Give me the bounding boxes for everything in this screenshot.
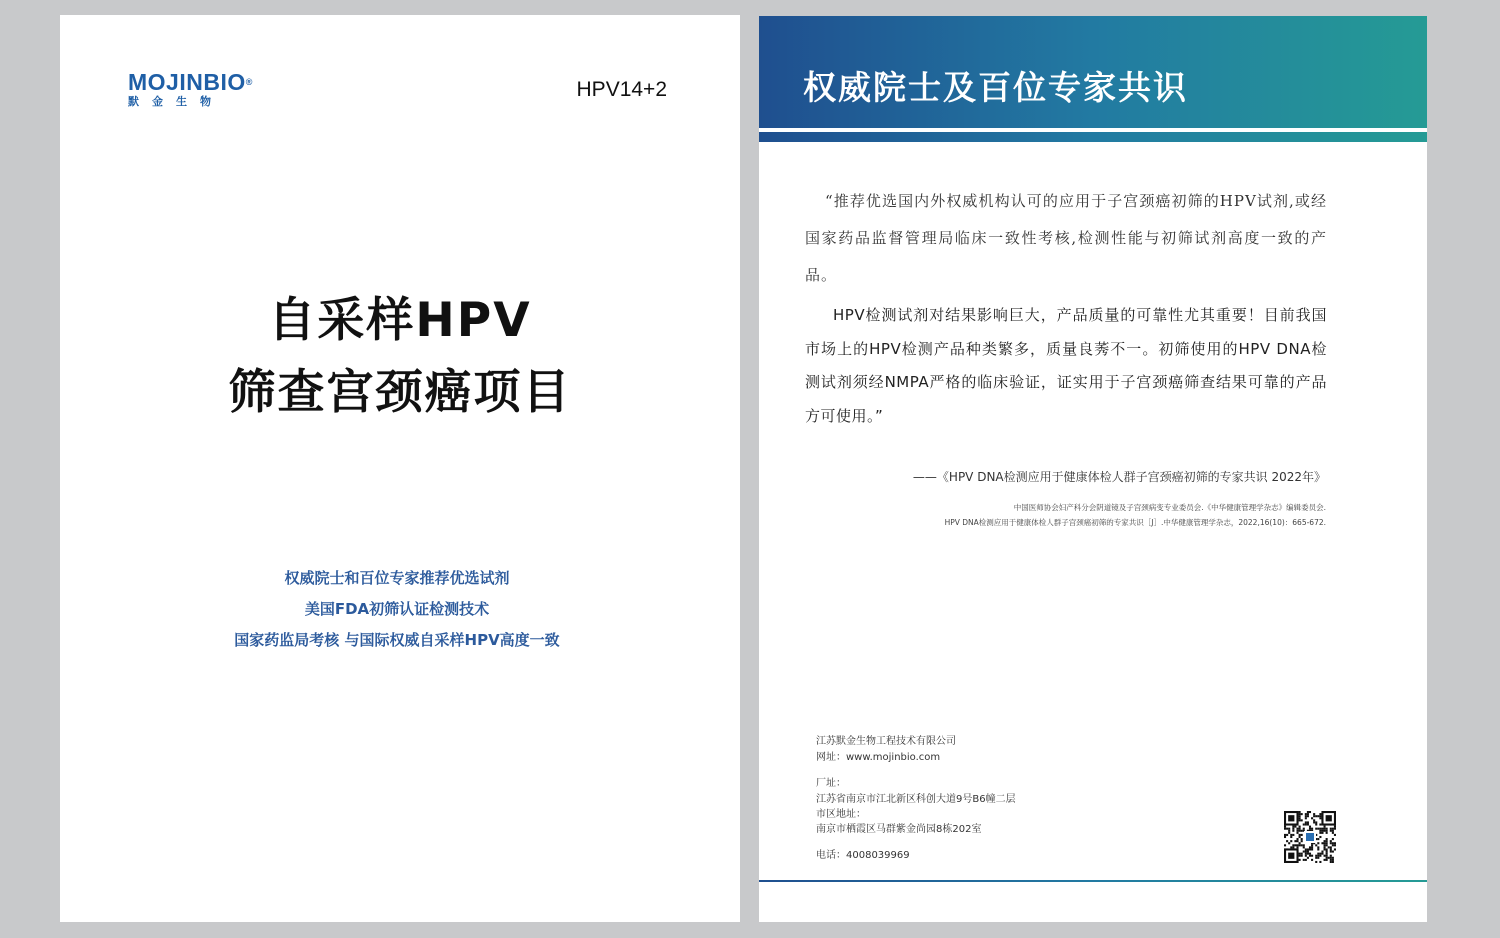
city-address-label: 市区地址： — [816, 809, 866, 820]
quote-paragraph-2: HPV检测试剂对结果影响巨大，产品质量的可靠性尤其重要！目前我国市场上的HPV检测产品种类繁多，质量良莠不一。初筛使用的HPV DNA检测试剂须经NMPA严格的临床验证，证实用于子宫颈癌筛查结果可靠的产品方可使用。” — [805, 306, 1327, 425]
feature-line-3: 国家药监局考核 与国际权威自采样HPV高度一致 — [234, 631, 560, 649]
website: 网址：www.mojinbio.com — [816, 752, 941, 763]
city-address: 南京市栖霞区马群紫金尚园8栋202室 — [816, 824, 982, 835]
brochure-cover-page — [60, 15, 740, 922]
feature-line-1: 权威院士和百位专家推荐优选试剂 — [284, 569, 510, 587]
feature-line-2: 美国FDA初筛认证检测技术 — [304, 600, 490, 618]
header-title: 权威院士及百位专家共识 — [803, 68, 1188, 107]
header-stripe — [759, 132, 1427, 142]
phone-number: 电话：4008039969 — [816, 850, 910, 861]
cover-title-line-1: 自采样HPV — [268, 293, 532, 348]
factory-address: 江苏省南京市江北新区科创大道9号B6幢二层 — [816, 794, 1016, 805]
registered-mark: ® — [245, 77, 253, 87]
qr-code-icon — [1284, 811, 1336, 863]
expert-consensus-page — [759, 16, 1427, 922]
header-banner — [759, 16, 1427, 128]
factory-address-label: 厂址： — [816, 778, 846, 789]
quote-paragraph-1: “推荐优选国内外权威机构认可的应用于子宫颈癌初筛的HPV试剂,或经国家药品监督管理局临床一致性考核,检测性能与初筛试剂高度一致的产品。 — [805, 192, 1327, 284]
cover-title-line-2: 筛查宫颈癌项目 — [228, 365, 572, 420]
reference-line-2: HPV DNA检测应用于健康体检人群子宫颈癌初筛的专家共识［J］.中华健康管理学杂志，2022,16(10)：665-672. — [944, 518, 1326, 527]
quote-source: ——《HPV DNA检测应用于健康体检人群子宫颈癌初筛的专家共识 2022年》 — [912, 470, 1326, 484]
company-name: 江苏默金生物工程技术有限公司 — [816, 736, 956, 747]
footer-line — [759, 880, 1427, 882]
mojinbio-logo — [128, 70, 253, 109]
logo-chinese-name: 默金生物 — [128, 95, 224, 108]
reference-line-1: 中国医师协会妇产科分会阴道镜及子宫颈病变专业委员会.《中华健康管理学杂志》编辑委员会. — [1013, 503, 1326, 512]
product-model-code: HPV14+2 — [576, 78, 667, 101]
logo-brand-text: MOJINBIO — [128, 69, 246, 95]
